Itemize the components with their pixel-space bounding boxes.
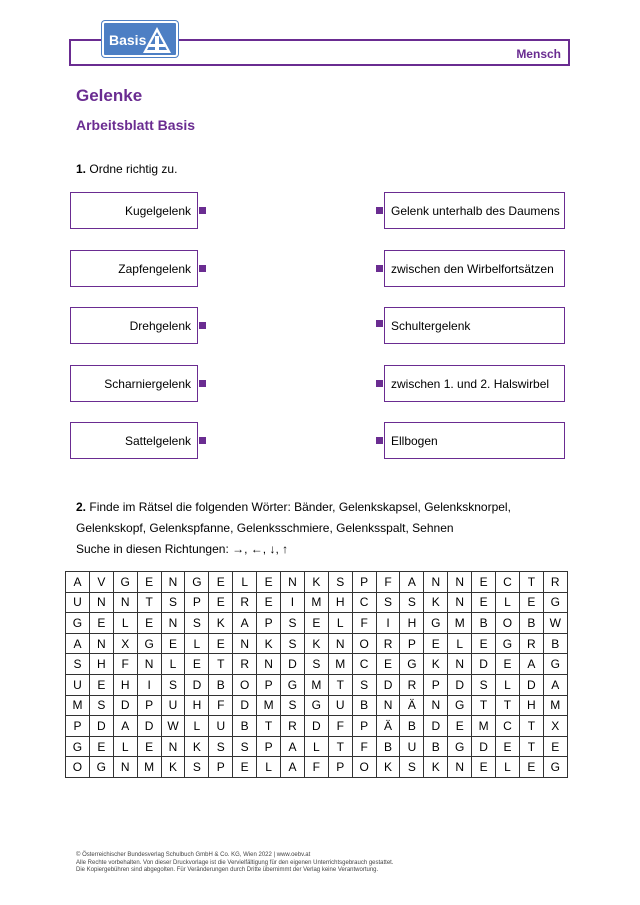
grid-cell[interactable]: S [281, 695, 305, 716]
grid-cell[interactable]: M [448, 613, 472, 634]
grid-cell[interactable]: F [113, 654, 137, 675]
grid-cell[interactable]: X [543, 716, 567, 737]
grid-cell[interactable]: N [281, 572, 305, 593]
grid-cell[interactable]: D [304, 716, 328, 737]
grid-cell[interactable]: G [281, 674, 305, 695]
grid-cell[interactable]: S [233, 736, 257, 757]
grid-cell[interactable]: S [209, 736, 233, 757]
grid-cell[interactable]: S [400, 592, 424, 613]
grid-cell[interactable]: B [519, 613, 543, 634]
grid-cell[interactable]: S [352, 674, 376, 695]
grid-cell[interactable]: L [496, 674, 520, 695]
grid-cell[interactable]: H [400, 613, 424, 634]
grid-cell[interactable]: L [233, 572, 257, 593]
task2-instruction [76, 500, 511, 514]
grid-cell[interactable]: L [113, 736, 137, 757]
match-left-label: Kugelgelenk [124, 203, 191, 218]
grid-cell[interactable]: E [519, 757, 543, 778]
grid-cell[interactable]: S [185, 757, 209, 778]
page-title: Gelenke [76, 86, 143, 105]
grid-cell[interactable]: O [352, 633, 376, 654]
grid-cell[interactable]: P [400, 633, 424, 654]
grid-cell[interactable]: D [137, 716, 161, 737]
grid-cell[interactable]: T [328, 674, 352, 695]
grid-cell[interactable]: G [496, 633, 520, 654]
task1-number: 1. [76, 162, 87, 176]
match-right-label: zwischen den Wirbelfortsätzen [391, 261, 554, 276]
connector-dot[interactable] [199, 322, 206, 329]
grid-cell[interactable]: E [161, 633, 185, 654]
grid-cell[interactable]: T [328, 736, 352, 757]
grid-cell[interactable]: M [137, 757, 161, 778]
grid-cell[interactable]: N [113, 592, 137, 613]
grid-cell[interactable]: P [209, 757, 233, 778]
grid-cell[interactable]: H [89, 654, 113, 675]
grid-cell[interactable]: G [448, 736, 472, 757]
grid-cell[interactable]: T [519, 716, 543, 737]
grid-cell[interactable]: R [519, 633, 543, 654]
grid-row [66, 592, 568, 613]
grid-cell[interactable]: W [543, 613, 567, 634]
match-right-item[interactable] [384, 365, 565, 402]
grid-cell[interactable]: S [400, 757, 424, 778]
grid-cell[interactable]: E [89, 613, 113, 634]
match-left-label: Drehgelenk [129, 318, 191, 333]
grid-cell[interactable]: U [161, 695, 185, 716]
match-right-item[interactable] [384, 307, 565, 344]
grid-cell[interactable]: F [209, 695, 233, 716]
grid-cell[interactable]: H [185, 695, 209, 716]
grid-cell[interactable]: U [209, 716, 233, 737]
connector-dot[interactable] [376, 380, 383, 387]
grid-cell[interactable]: F [304, 757, 328, 778]
grid-cell[interactable]: G [448, 695, 472, 716]
grid-cell[interactable]: O [352, 757, 376, 778]
grid-cell[interactable]: P [328, 757, 352, 778]
grid-cell[interactable]: U [400, 736, 424, 757]
grid-cell[interactable]: E [472, 633, 496, 654]
task1-text: Ordne richtig zu. [89, 162, 178, 176]
grid-cell[interactable]: D [472, 736, 496, 757]
grid-cell[interactable]: Ä [400, 695, 424, 716]
grid-cell[interactable]: N [448, 592, 472, 613]
grid-cell[interactable]: A [233, 613, 257, 634]
connector-dot[interactable] [199, 265, 206, 272]
grid-cell[interactable]: F [352, 736, 376, 757]
grid-cell[interactable]: K [424, 757, 448, 778]
footer [76, 852, 394, 875]
grid-cell[interactable]: T [519, 736, 543, 757]
grid-row [66, 654, 568, 675]
match-left-item[interactable] [70, 307, 198, 344]
grid-cell[interactable]: L [113, 613, 137, 634]
grid-cell[interactable]: R [233, 592, 257, 613]
match-right-item[interactable] [384, 250, 565, 287]
grid-row [66, 716, 568, 737]
grid-cell[interactable]: R [233, 654, 257, 675]
grid-cell[interactable]: N [89, 592, 113, 613]
grid-cell[interactable]: G [424, 613, 448, 634]
grid-cell[interactable]: N [161, 572, 185, 593]
grid-cell[interactable]: G [185, 572, 209, 593]
grid-cell[interactable]: E [209, 572, 233, 593]
footer-copyright: © Österreichischer Bundesverlag Schulbuch GmbH & Co. KG, Wien 2022 | www.oebv.at [76, 852, 311, 858]
grid-cell[interactable]: R [543, 572, 567, 593]
grid-cell[interactable]: D [185, 674, 209, 695]
grid-cell[interactable]: P [185, 592, 209, 613]
grid-cell[interactable]: K [185, 736, 209, 757]
connector-dot[interactable] [199, 207, 206, 214]
grid-cell[interactable]: S [304, 654, 328, 675]
grid-cell[interactable]: A [519, 654, 543, 675]
grid-cell[interactable]: U [66, 674, 90, 695]
grid-cell[interactable]: E [448, 716, 472, 737]
grid-cell[interactable]: M [257, 695, 281, 716]
grid-cell[interactable]: P [257, 613, 281, 634]
grid-cell[interactable]: Ä [376, 716, 400, 737]
grid-cell[interactable]: A [66, 633, 90, 654]
grid-cell[interactable]: A [66, 572, 90, 593]
grid-cell[interactable]: R [400, 674, 424, 695]
connector-dot[interactable] [199, 380, 206, 387]
grid-cell[interactable]: N [161, 613, 185, 634]
grid-cell[interactable]: A [400, 572, 424, 593]
grid-cell[interactable]: M [543, 695, 567, 716]
grid-cell[interactable]: K [424, 592, 448, 613]
grid-cell[interactable]: M [304, 674, 328, 695]
grid-cell[interactable]: S [66, 654, 90, 675]
grid-cell[interactable]: A [281, 757, 305, 778]
grid-cell[interactable]: K [161, 757, 185, 778]
match-right-item[interactable] [384, 192, 565, 229]
grid-cell[interactable]: N [376, 695, 400, 716]
triangle-logo-icon [142, 26, 172, 54]
grid-cell[interactable]: C [496, 716, 520, 737]
grid-cell[interactable]: L [328, 613, 352, 634]
grid-cell[interactable]: V [89, 572, 113, 593]
grid-cell[interactable]: W [161, 716, 185, 737]
grid-cell[interactable]: K [424, 654, 448, 675]
grid-cell[interactable]: B [352, 695, 376, 716]
grid-cell[interactable]: U [66, 592, 90, 613]
grid-cell[interactable]: D [519, 674, 543, 695]
grid-cell[interactable]: O [233, 674, 257, 695]
page-subtitle: Arbeitsblatt Basis [76, 117, 196, 133]
grid-cell[interactable]: E [519, 592, 543, 613]
grid-cell[interactable]: K [209, 613, 233, 634]
grid-cell[interactable]: N [448, 757, 472, 778]
grid-cell[interactable]: B [233, 716, 257, 737]
grid-cell[interactable]: S [281, 613, 305, 634]
grid-cell[interactable]: E [472, 572, 496, 593]
match-right-label: Schultergelenk [391, 318, 471, 333]
grid-cell[interactable]: H [519, 695, 543, 716]
grid-cell[interactable]: K [257, 633, 281, 654]
grid-cell[interactable]: E [137, 613, 161, 634]
grid-cell[interactable]: E [137, 736, 161, 757]
grid-cell[interactable]: E [496, 736, 520, 757]
grid-cell[interactable]: S [161, 674, 185, 695]
grid-cell[interactable]: E [304, 613, 328, 634]
connector-dot[interactable] [199, 437, 206, 444]
grid-cell[interactable]: L [496, 592, 520, 613]
grid-cell[interactable]: N [424, 572, 448, 593]
grid-cell[interactable]: D [472, 654, 496, 675]
grid-cell[interactable]: G [66, 613, 90, 634]
grid-cell[interactable]: P [352, 716, 376, 737]
grid-cell[interactable]: S [328, 572, 352, 593]
grid-cell[interactable]: O [496, 613, 520, 634]
grid-cell[interactable]: L [161, 654, 185, 675]
footer-rights: Alle Rechte vorbehalten. Von dieser Druckvorlage ist die Vervielfältigung für den eigenen Unterrichtsgebrauch gestattet. [76, 859, 394, 866]
grid-cell[interactable]: T [472, 695, 496, 716]
grid-cell[interactable]: L [496, 757, 520, 778]
grid-cell[interactable]: I [281, 592, 305, 613]
match-left-label: Sattelgelenk [124, 433, 191, 448]
grid-row [66, 633, 568, 654]
grid-cell[interactable]: E [89, 736, 113, 757]
match-left-item[interactable] [70, 365, 198, 402]
grid-cell[interactable]: L [448, 633, 472, 654]
grid-cell[interactable]: F [352, 613, 376, 634]
grid-cell[interactable]: P [352, 572, 376, 593]
grid-cell[interactable]: S [185, 613, 209, 634]
grid-cell[interactable]: M [304, 592, 328, 613]
grid-row [66, 572, 568, 593]
grid-cell[interactable]: B [376, 736, 400, 757]
grid-cell[interactable]: I [137, 674, 161, 695]
grid-cell[interactable]: N [113, 757, 137, 778]
grid-cell[interactable]: F [376, 572, 400, 593]
grid-cell[interactable]: N [328, 633, 352, 654]
grid-cell[interactable]: E [209, 633, 233, 654]
subject-label: Mensch [516, 47, 561, 61]
grid-cell[interactable]: A [281, 736, 305, 757]
publisher-logo [102, 21, 178, 57]
grid-cell[interactable]: C [352, 592, 376, 613]
grid-cell[interactable]: L [304, 736, 328, 757]
match-left-item[interactable] [70, 250, 198, 287]
connector-dot[interactable] [376, 320, 383, 327]
grid-cell[interactable]: C [496, 572, 520, 593]
match-left-label: Zapfengelenk [118, 261, 191, 276]
grid-cell[interactable]: L [257, 757, 281, 778]
grid-cell[interactable]: D [233, 695, 257, 716]
grid-cell[interactable]: E [233, 757, 257, 778]
grid-cell[interactable]: P [257, 736, 281, 757]
grid-cell[interactable]: E [257, 592, 281, 613]
grid-cell[interactable]: T [137, 592, 161, 613]
grid-cell[interactable]: S [281, 633, 305, 654]
grid-cell[interactable]: D [281, 654, 305, 675]
grid-cell[interactable]: L [185, 716, 209, 737]
grid-cell[interactable]: B [472, 613, 496, 634]
connector-dot[interactable] [376, 437, 383, 444]
grid-cell[interactable]: L [185, 633, 209, 654]
grid-cell[interactable]: P [424, 674, 448, 695]
grid-cell[interactable]: N [448, 654, 472, 675]
grid-cell[interactable]: D [448, 674, 472, 695]
match-right-item[interactable] [384, 422, 565, 459]
grid-cell[interactable]: E [472, 592, 496, 613]
grid-cell[interactable]: T [209, 654, 233, 675]
grid-cell[interactable]: N [161, 736, 185, 757]
grid-cell[interactable]: S [376, 592, 400, 613]
grid-cell[interactable]: G [400, 654, 424, 675]
grid-cell[interactable]: T [496, 695, 520, 716]
grid-cell[interactable]: C [352, 654, 376, 675]
grid-cell[interactable]: R [376, 633, 400, 654]
grid-cell[interactable]: G [137, 633, 161, 654]
grid-cell[interactable]: N [424, 695, 448, 716]
grid-cell[interactable]: K [304, 633, 328, 654]
grid-cell[interactable]: G [113, 572, 137, 593]
grid-cell[interactable]: D [89, 716, 113, 737]
match-left-item[interactable] [70, 192, 198, 229]
grid-cell[interactable]: G [66, 736, 90, 757]
grid-cell[interactable]: E [472, 757, 496, 778]
grid-cell[interactable]: E [137, 572, 161, 593]
grid-cell[interactable]: T [519, 572, 543, 593]
grid-cell[interactable]: B [209, 674, 233, 695]
task2-number: 2. [76, 500, 87, 514]
grid-cell[interactable]: G [543, 592, 567, 613]
grid-cell[interactable]: D [376, 674, 400, 695]
grid-cell[interactable]: E [376, 654, 400, 675]
grid-row [66, 757, 568, 778]
grid-cell[interactable]: N [257, 654, 281, 675]
grid-row [66, 695, 568, 716]
grid-cell[interactable]: U [328, 695, 352, 716]
grid-cell[interactable]: E [543, 736, 567, 757]
connector-dot[interactable] [376, 265, 383, 272]
grid-cell[interactable]: D [113, 695, 137, 716]
grid-cell[interactable]: A [543, 674, 567, 695]
grid-cell[interactable]: F [328, 716, 352, 737]
grid-cell[interactable]: E [257, 572, 281, 593]
grid-cell[interactable]: S [161, 592, 185, 613]
grid-cell[interactable]: G [543, 757, 567, 778]
match-right-label: Gelenk unterhalb des Daumens [391, 203, 560, 218]
grid-cell[interactable]: N [89, 633, 113, 654]
grid-cell[interactable]: N [448, 572, 472, 593]
match-left-item[interactable] [70, 422, 198, 459]
grid-cell[interactable]: G [304, 695, 328, 716]
grid-cell[interactable]: B [543, 633, 567, 654]
grid-cell[interactable]: E [89, 674, 113, 695]
grid-cell[interactable]: M [66, 695, 90, 716]
grid-row [66, 613, 568, 634]
grid-cell[interactable]: P [257, 674, 281, 695]
task1-instruction [76, 162, 177, 176]
grid-cell[interactable]: G [89, 757, 113, 778]
grid-cell[interactable]: S [472, 674, 496, 695]
grid-cell[interactable]: H [328, 592, 352, 613]
grid-cell[interactable]: B [400, 716, 424, 737]
grid-cell[interactable]: P [137, 695, 161, 716]
grid-cell[interactable]: E [209, 592, 233, 613]
grid-cell[interactable]: E [496, 654, 520, 675]
grid-cell[interactable]: E [424, 633, 448, 654]
grid-cell[interactable]: T [257, 716, 281, 737]
grid-cell[interactable]: X [113, 633, 137, 654]
grid-cell[interactable]: O [66, 757, 90, 778]
connector-dot[interactable] [376, 207, 383, 214]
task2-line1: Finde im Rätsel die folgenden Wörter: Bänder, Gelenkskapsel, Gelenksknorpel, [89, 500, 511, 514]
grid-cell[interactable]: K [304, 572, 328, 593]
grid-cell[interactable]: N [233, 633, 257, 654]
match-left-label: Scharniergelenk [104, 376, 191, 391]
grid-cell[interactable]: K [376, 757, 400, 778]
grid-cell[interactable]: N [137, 654, 161, 675]
grid-cell[interactable]: A [113, 716, 137, 737]
task2-line3: Suche in diesen Richtungen: →, ←, ↓, ↑ [76, 542, 289, 556]
grid-row [66, 674, 568, 695]
grid-cell[interactable]: M [328, 654, 352, 675]
grid-cell[interactable]: P [66, 716, 90, 737]
grid-cell[interactable]: H [113, 674, 137, 695]
grid-row [66, 736, 568, 757]
word-search-grid [65, 571, 568, 778]
grid-cell[interactable]: D [424, 716, 448, 737]
grid-cell[interactable]: S [89, 695, 113, 716]
grid-cell[interactable]: I [376, 613, 400, 634]
footer-disclaimer: Die Kopiergebühren sind abgegolten. Für Veränderungen durch Dritte übernimmt der Verlag keine Verantwortung. [76, 867, 379, 873]
task2-line2: Gelenkskopf, Gelenkspfanne, Gelenksschmiere, Gelenksspalt, Sehnen [76, 521, 454, 535]
grid-cell[interactable]: M [472, 716, 496, 737]
grid-cell[interactable]: R [281, 716, 305, 737]
grid-cell[interactable]: G [543, 654, 567, 675]
grid-cell[interactable]: E [185, 654, 209, 675]
match-right-label: Ellbogen [391, 433, 438, 448]
logo-text: Basis [109, 32, 147, 48]
match-right-label: zwischen 1. und 2. Halswirbel [391, 376, 550, 391]
grid-cell[interactable]: B [424, 736, 448, 757]
